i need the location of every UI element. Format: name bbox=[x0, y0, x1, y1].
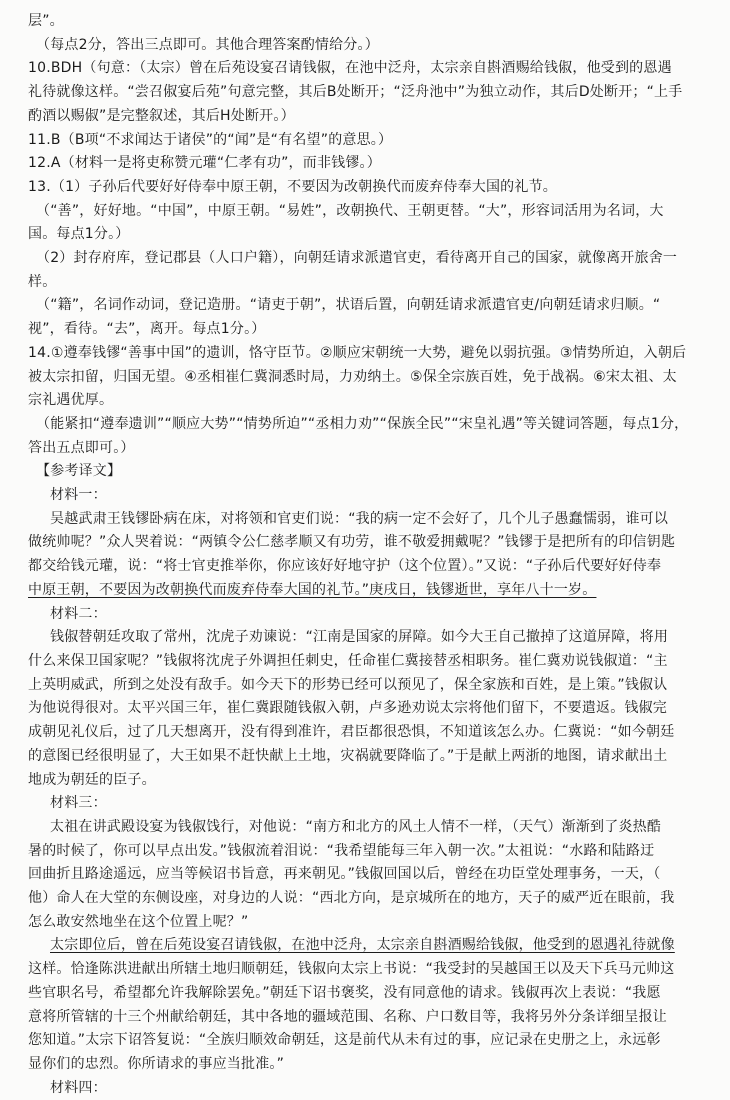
material-3-line-4: 他）命人在大堂的东侧设座，对身边的人说：“西北方向，是京城所在的地方，天子的威严近在眼前，我 bbox=[28, 890, 675, 907]
answer-q14-line-2: 被太宗扣留，归国无望。④丞相崔仁冀洞悉时局，力劝纳土。⑤保全宗族百姓，免于战祸。⑥宋太祖、太 bbox=[28, 368, 677, 385]
material-3-para2-line-1-underlined: 太宗即位后，曾在后苑设宴召请钱俶，在池中泛舟，太宗亲自斟酒赐给钱俶，他受到的恩遇礼待就像 bbox=[50, 937, 675, 954]
material-4-label: 材料四： bbox=[50, 1079, 107, 1096]
material-1-line-4-underlined: 中原王朝，不要因为改朝换代而废弃侍奉大国的礼节。”庚戌日，钱镠逝世，享年八十一岁。 bbox=[28, 581, 597, 598]
material-2-line-2: 什么来保卫国家呢？”钱俶将沈虎子外调担任刺史，任命崔仁冀接替丞相职务。崔仁冀劝说钱俶道：“主 bbox=[28, 652, 668, 669]
material-1-line-3: 都交给钱元瓘，说：“将士官吏推举你，你应该好好地守护（这个位置）。”又说：“子孙后代要好好侍奉 bbox=[28, 558, 662, 575]
material-3-para2-line-6: 显你们的忠烈。你所请求的事应当批准。” bbox=[28, 1055, 285, 1072]
text-line-1: 层”。 bbox=[28, 13, 64, 29]
scoring-note-q14-line-1: （能紧扣“遵奉遗训”“顺应大势”“情势所迫”“丞相力劝”“保族全民”“宋皇礼遇”等关键词答题，每点1分， bbox=[36, 415, 689, 432]
answer-q11: 11.B（B项“不求闻达于诸侯”的“闻”是“有名望”的意思。） bbox=[28, 131, 393, 148]
reference-translation-heading: 【参考译文】 bbox=[36, 463, 122, 480]
answer-q13-2-note-line-1: （“籍”，名词作动词，登记造册。“请吏于朝”，状语后置，向朝廷请求派遣官吏/向朝廷请求归顺。“ bbox=[36, 297, 661, 314]
answer-q14-line-1: 14.①遵奉钱镠“善事中国”的遗训，恪守臣节。②顺应宋朝统一大势，避免以弱抗强。③情势所迫，入朝后 bbox=[28, 344, 687, 361]
answer-q13-2-line-1: （2）封存府库，登记郡县（人口户籍），向朝廷请求派遣官吏，看待离开自己的国家，就像离开旅舍一 bbox=[36, 250, 678, 267]
answer-q14-line-3: 宗礼遇优厚。 bbox=[28, 392, 114, 409]
material-3-para2-line-3: 些官职名号，希望都允许我解除罢免。”朝廷下诏书褒奖，没有同意他的请求。钱俶再次上表说：“我愿 bbox=[28, 984, 661, 1001]
material-2-line-4: 为他说得很对。太平兴国三年，崔仁冀跟随钱俶入朝，卢多逊劝说太宗将他们留下，不要遣返。钱俶完 bbox=[28, 700, 667, 717]
material-1-line-1: 吴越武肃王钱镠卧病在床，对将领和官吏们说：“我的病一定不会好了，几个儿子愚蠢懦弱，谁可以 bbox=[50, 510, 669, 527]
scoring-note-q14-line-2: 答出五点即可。） bbox=[28, 439, 135, 456]
answer-q10-line-3: 酌酒以赐俶”是完整叙述，其后H处断开。） bbox=[28, 107, 295, 124]
material-3-para2-line-4: 意将所管辖的十三个州献给朝廷，其中各地的疆域范围、名称、户口数目等，我将另外分条详细呈报让 bbox=[28, 1008, 667, 1025]
answer-q10-line-1: 10.BDH（句意：（太宗）曾在后苑设宴召请钱俶，在池中泛舟，太宗亲自斟酒赐给钱俶，他受到的恩遇 bbox=[28, 60, 672, 77]
material-3-line-1: 太祖在讲武殿设宴为钱俶饯行，对他说：“南方和北方的风土人情不一样，（天气）渐渐到了炎热酷 bbox=[50, 818, 662, 835]
answer-q13-1-note-line-2: 国。每点1分。） bbox=[28, 226, 130, 243]
answer-q12: 12.A（材料一是将吏称赞元瓘“仁孝有功”，而非钱镠。） bbox=[28, 155, 381, 172]
answer-q13-2-line-2: 样。 bbox=[28, 273, 57, 290]
answer-q13-1: 13.（1）子孙后代要好好侍奉中原王朝，不要因为改朝换代而废弃侍奉大国的礼节。 bbox=[28, 178, 557, 195]
material-2-line-3: 上英明威武，所到之处没有敌手。如今天下的形势已经可以预见了，保全家族和百姓，是上策。”钱俶认 bbox=[28, 676, 668, 693]
material-3-line-2: 暑的时候了，你可以早点出发。”钱俶流着泪说：“我希望能每三年入朝一次。”太祖说：“水路和陆路迂 bbox=[28, 842, 655, 859]
material-2-line-5: 成朝见礼仪后，过了几天想离开，没有得到准许，君臣都很恐惧，不知道该怎么办。仁冀说：“如今朝廷 bbox=[28, 724, 675, 741]
material-3-label: 材料三： bbox=[50, 795, 107, 812]
material-2-line-6: 的意图已经很明显了，大王如果不赶快献上土地，灾祸就要降临了。”于是献上两浙的地图，请求献出土 bbox=[28, 747, 668, 764]
material-3-line-3: 回曲折且路途遥远，应当等候诏书旨意，再来朝见。”钱俶回国以后，曾经在功臣堂处理事务，一天，（ bbox=[28, 866, 661, 883]
material-2-line-1: 钱俶替朝廷攻取了常州，沈虎子劝谏说：“江南是国家的屏障。如今大王自己撤掉了这道屏障，将用 bbox=[50, 629, 669, 646]
answer-q13-2-note-line-2: 视”，看待。“去”，离开。每点1分。） bbox=[28, 321, 266, 338]
material-1-label: 材料一： bbox=[50, 487, 107, 504]
material-2-line-7: 地成为朝廷的臣子。 bbox=[28, 771, 156, 788]
answer-q13-1-note-line-1: （“善”，好好地。“中国”，中原王朝。“易姓”，改朝换代、王朝更替。“大”，形容词活用为名词，大 bbox=[36, 202, 664, 219]
material-2-label: 材料二： bbox=[50, 605, 107, 622]
scoring-note-q9: （每点2分，答出三点即可。其他合理答案酌情给分。） bbox=[36, 36, 379, 53]
answer-q10-line-2: 礼待就像这样。“尝召俶宴后苑”句意完整，其后B处断开；“泛舟池中”为独立动作，其后D处断开；“上手 bbox=[28, 84, 683, 101]
material-1-line-2: 做统帅呢？”众人哭着说：“两镇令公仁慈孝顺又有功劳，谁不敬爱拥戴呢？”钱镠于是把所有的印信钥匙 bbox=[28, 534, 676, 551]
material-3-line-5: 怎么敢安然地坐在这个位置上呢？” bbox=[28, 913, 249, 930]
material-3-para2-line-2: 这样。恰逢陈洪进献出所辖土地归顺朝廷，钱俶向太宗上书说：“我受封的吴越国王以及天下兵马元帅这 bbox=[28, 961, 675, 978]
material-3-para2-line-5: 您知道。”太宗下诏答复说：“全族归顺效命朝廷，这是前代从未有过的事，应记录在史册之上，永远彰 bbox=[28, 1032, 661, 1049]
